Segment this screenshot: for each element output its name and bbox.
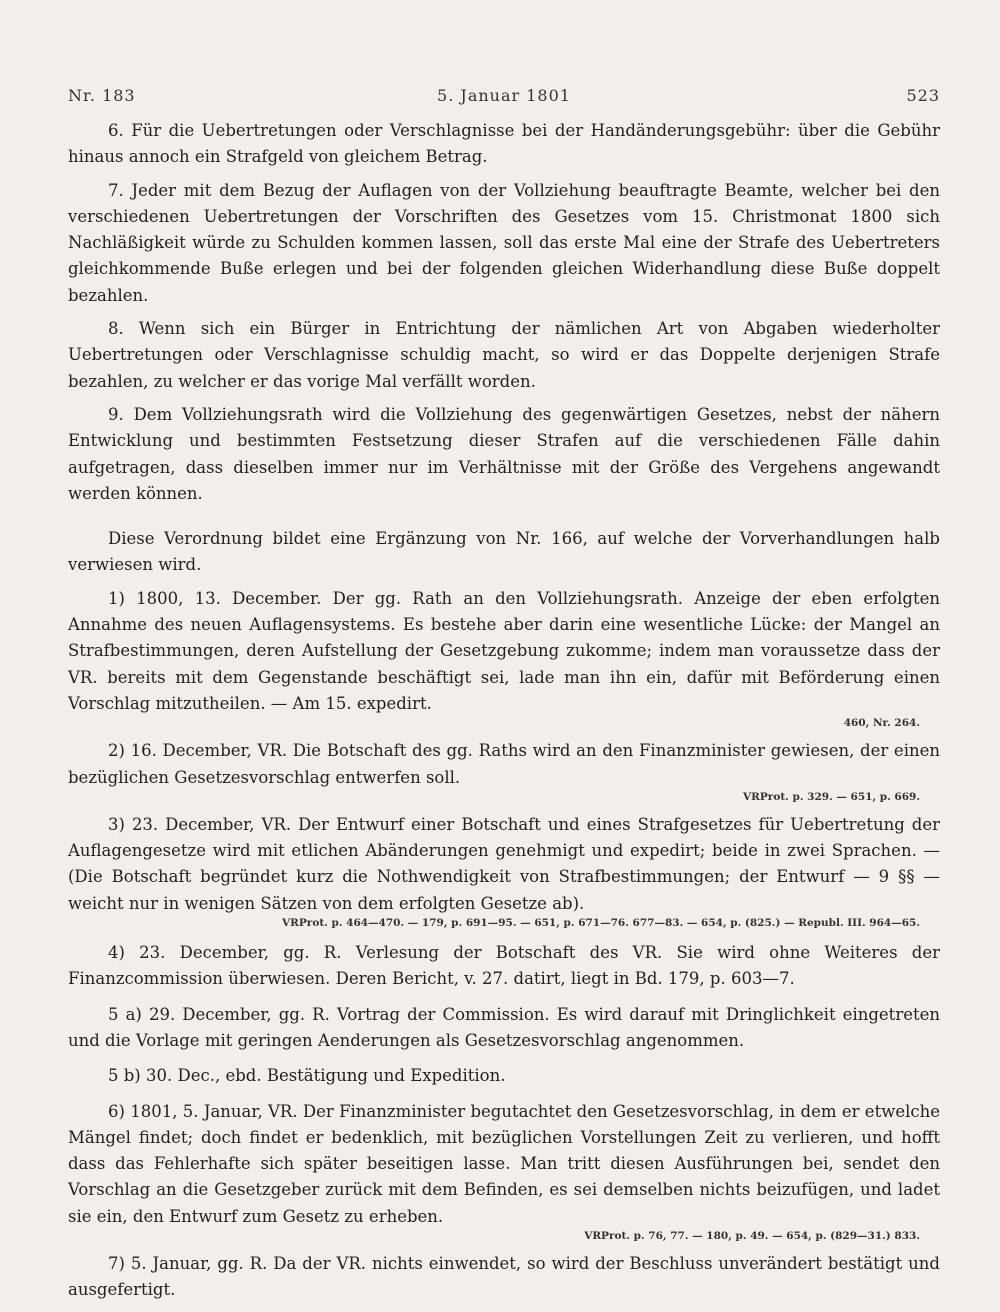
history-note-5a: 5 a) 29. December, gg. R. Vortrag der Commission. Es wird darauf mit Dringlichkeit eingetreten und die Vorlage mit geringen Aenderungen als Gesetzesvorschlag angenommen. bbox=[68, 1004, 940, 1050]
history-note-6-reference: VRProt. p. 76, 77. — 180, p. 49. — 654, p. (829—31.) 833. bbox=[584, 1229, 920, 1242]
history-note-6: 6) 1801, 5. Januar, VR. Der Finanzminister begutachtet den Gesetzesvorschlag, in dem er etwelche Mängel findet; doch findet er bedenklich, mit bezüglichen Vorstellungen Zeit zu verlieren, und hofft dass das Fehlerhafte sich später beseitigen lasse. Man tritt diesen Ausführungen bei, sendet den Vorschlag an die Gesetzgeber zurück mit dem Befinden, es sei demselben nichts beizufügen, und ladet sie ein, den Entwurf zum Gesetz zu erheben. bbox=[68, 1101, 940, 1226]
document-number: Nr. 183 bbox=[68, 86, 136, 105]
document-date: 5. Januar 1801 bbox=[437, 86, 571, 105]
history-note-1: 1) 1800, 13. December. Der gg. Rath an den Vollziehungsrath. Anzeige der eben erfolgten Annahme des neuen Auflagensystems. Es bestehe aber darin eine wesentliche Lücke: der Mangel an Strafbestimmungen, deren Aufstellung der Gesetzgebung zukomme; indem man voraussetze dass der VR. bereits mit dem Gegenstande beschäftigt sei, lade man ihn ein, dafür mit Beförderung einen Vorschlag mitzutheilen. — Am 15. expedirt. bbox=[68, 588, 940, 713]
history-note-3: 3) 23. December, VR. Der Entwurf einer Botschaft und eines Strafgesetzes für Uebertretung der Auflagengesetze wird mit etlichen Abänderungen genehmigt und expedirt; beide in zwei Sprachen. — (Die Botschaft begründet kurz die Nothwendigkeit von Strafbestimmungen; der Entwurf — 9 §§ — weicht nur in wenigen Sätzen von dem erfolgten Gesetze ab). bbox=[68, 814, 940, 913]
law-article-9: 9. Dem Vollziehungsrath wird die Vollziehung des gegenwärtigen Gesetzes, nebst der nähern Entwicklung und bestimmten Festsetzung dieser Strafen auf die verschiedenen Fälle dahin aufgetragen, dass dieselben immer nur im Verhältnisse mit der Größe des Vergehens angewandt werden können. bbox=[68, 404, 940, 503]
history-note-3-reference: VRProt. p. 464—470. — 179, p. 691—95. — 651, p. 671—76. 677—83. — 654, p. (825.) — Republ. III. 964—65. bbox=[282, 917, 920, 930]
page-header bbox=[68, 86, 940, 108]
history-note-7: 7) 5. Januar, gg. R. Da der VR. nichts einwendet, so wird der Beschluss unverändert bestätigt und ausgefertigt. bbox=[68, 1253, 940, 1300]
page-number: 523 bbox=[906, 86, 940, 105]
history-note-1-reference: 460, Nr. 264. bbox=[843, 717, 920, 730]
history-note-4: 4) 23. December, gg. R. Verlesung der Botschaft des VR. Sie wird ohne Weiteres der Finanzcommission überwiesen. Deren Bericht, v. 27. datirt, liegt in Bd. 179, p. 603—7. bbox=[68, 943, 940, 989]
history-note-2-reference: VRProt. p. 329. — 651, p. 669. bbox=[743, 790, 920, 803]
law-article-8: 8. Wenn sich ein Bürger in Entrichtung der nämlichen Art von Abgaben wiederholter Uebertretungen oder Verschlagnisse schuldig macht, so wird er das Doppelte derjenigen Strafe bezahlen, zu welcher er das vorige Mal verfällt worden. bbox=[68, 319, 940, 391]
editorial-intro: Diese Verordnung bildet eine Ergänzung von Nr. 166, auf welche der Vorverhandlungen halb verwiesen wird. bbox=[68, 529, 940, 575]
law-article-7: 7. Jeder mit dem Bezug der Auflagen von der Vollziehung beauftragte Beamte, welcher bei den verschiedenen Uebertretungen der Vorschriften des Gesetzes vom 15. Christmonat 1800 sich Nachläßigkeit würde zu Schulden kommen lassen, soll das erste Mal eine der Strafe des Uebertreters gleichkommende Buße erlegen und bei der folgenden gleichen Widerhandlung diese Buße doppelt bezahlen. bbox=[68, 180, 940, 305]
law-article-6: 6. Für die Uebertretungen oder Verschlagnisse bei der Handänderungsgebühr: über die Gebühr hinaus annoch ein Strafgeld von gleichem Betrag. bbox=[68, 121, 940, 167]
history-note-2: 2) 16. December, VR. Die Botschaft des gg. Raths wird an den Finanzminister gewiesen, der einen bezüglichen Gesetzesvorschlag entwerfen soll. bbox=[68, 741, 940, 787]
document-page bbox=[68, 86, 940, 1304]
history-note-5b: 5 b) 30. Dec., ebd. Bestätigung und Expedition. bbox=[108, 1066, 506, 1086]
